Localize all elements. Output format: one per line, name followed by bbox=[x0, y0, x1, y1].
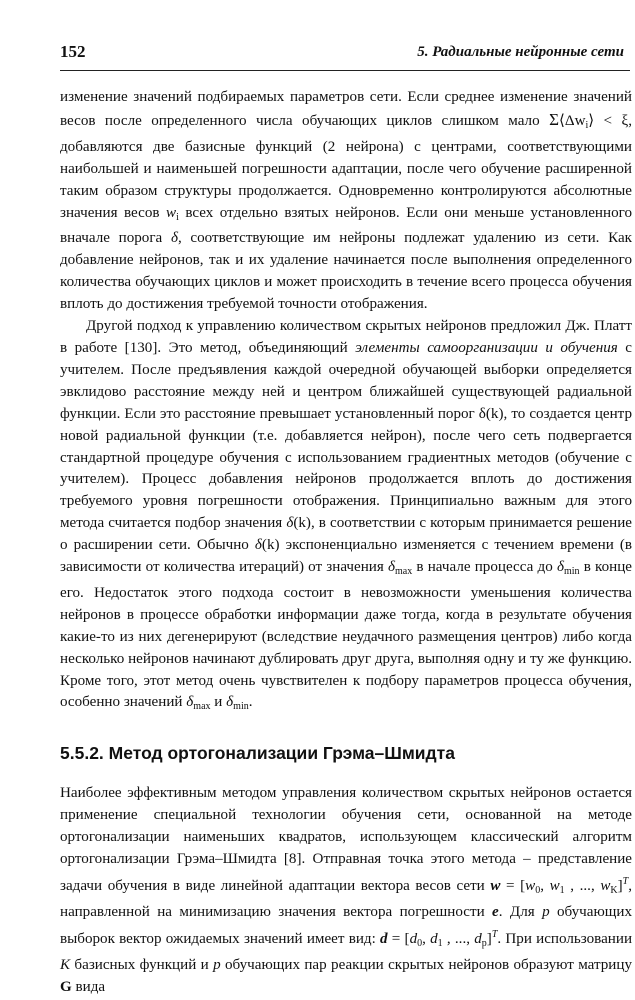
paragraph-3: Наиболее эффективным методом управления количеством скрытых нейронов остается применение специальной технологии обучения сети, основанной на методе ортогонализации наименьших квадратов, использующем классический алгоритм ортогонализации Грэма–Шмидта [8]. Отправная точка этого метода – представление задачи обучения в виде линейной адаптации вектора весов сети $w = [w_0$, $w_1$ , ..., $w_K]^T$, направленной на минимизацию значения вектора погрешности e. Для p обучающих выборок вектор ожидаемых значений имеет вид: $d = [d_0$, $d_1$ , ..., $d_p]^T$. При использовании K базисных функций и p обучающих пар реакции скрытых нейронов образуют матрицу G вида bbox=[60, 785, 633, 995]
paragraph-1: изменение значений подбираемых параметров сети. Если среднее изменение значений весов после определенного числа обучающих циклов слишком мало $\Sigma⟨\Delta w_i⟩ < \xi$, добавляются две базисные функций (2 нейрона) с центрами, соответствующими наибольшей и наименьшей погрешности адаптации, после чего обучение расширенной таким образом структуры продолжается. Одновременно контролируются абсолютные значения весов $w_i$ всех отдельно взятых нейронов. Если они меньше установленного вначале порога δ, соответствующие им нейроны подлежат удалению из сети. Как добавление нейронов, так и их удаление начинается после выполнения определенного количества обучающих циклов и может происходить в течение всего процесса обучения вплоть до достижения требуемой точности отображения. bbox=[60, 89, 632, 313]
page-body bbox=[60, 87, 632, 999]
section-heading: 5.5.2. Метод ортогонализации Грэма–Шмидта bbox=[60, 743, 455, 764]
page-number: 152 bbox=[60, 42, 86, 61]
paragraph-2: Другой подход к управлению количеством скрытых нейронов предложил Дж. Платт в работе [130]. Это метод, объединяющий элементы самоорганизации и обучения с учителем. После предъявления каждой очередной обучающей выборки определяется эвклидово расстояние между ней и центром ближайшей существующей радиальной функции. Если это расстояние превышает установленный порог δ(k), то создается центр новой радиальной функции (т.е. добавляется нейрон), после чего сеть подвергается стандартной процедуре обучения с использованием градиентных методов (обучение с учителем). Процесс добавления нейронов продолжается вплоть до достижения требуемого уровня погрешности отображения. Принципиально важным для этого метода считается подбор значения δ(k), в соответствии с которым принимается решение о расширении сети. Обычно δ(k) экспоненциально изменяется с течением времени (в зависимости от количества итераций) от значения $\delta_{max}$ в начале процесса до $\delta_{min}$ в конце его. Недостаток этого подхода состоит в невозможности уменьшения количества нейронов в процессе обработки информации даже тогда, когда в результате обучения какие-то из них дегенерируют (вследствие неудачного размещения центров) либо когда несколько нейронов начинают дублировать друг друга, выполняя одну и ту же функцию. Кроме того, этот метод очень чувствителен к подбору параметров процесса обучения, особенно значений $\delta_{max}$ и $\delta_{min}$. bbox=[60, 318, 633, 713]
page-header bbox=[60, 40, 630, 71]
running-title: 5. Радиальные нейронные сети bbox=[417, 44, 624, 60]
